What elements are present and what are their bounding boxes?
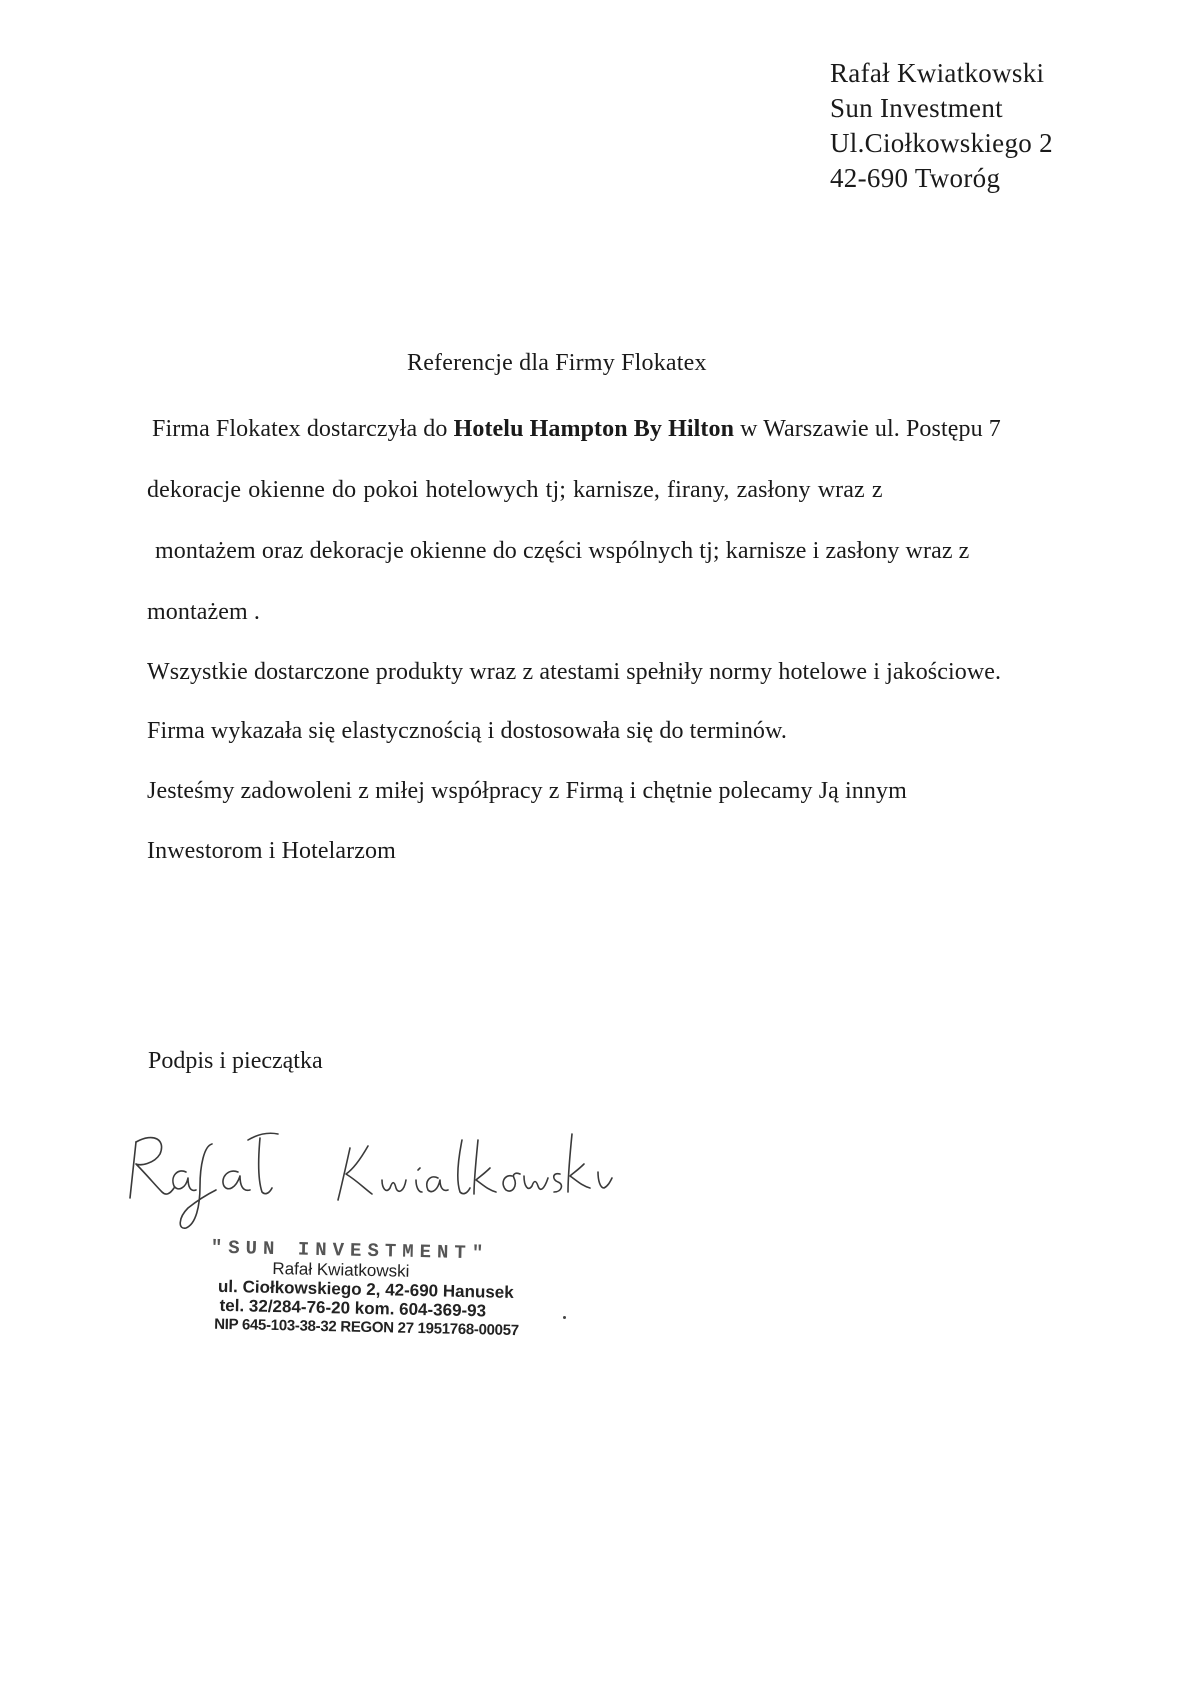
scan-speck — [563, 1316, 566, 1319]
body-line-1-start: Firma Flokatex dostarczyła do — [152, 416, 454, 442]
stamp-company: "SUN INVESTMENT" — [210, 1236, 490, 1265]
sender-block — [830, 56, 1053, 196]
body-line-2: dekoracje okienne do pokoi hotelowych tj; karnisze, firany, zasłony wraz z — [147, 477, 883, 503]
body-line-5: Wszystkie dostarczone produkty wraz z atestami spełniły normy hotelowe i jakościowe. — [147, 659, 1002, 685]
body-line-6: Firma wykazała się elastycznością i dostosowała się do terminów. — [147, 718, 787, 744]
letter-title: Referencje dla Firmy Flokatex — [407, 350, 707, 376]
company-stamp — [209, 1236, 531, 1341]
body-line-7: Jesteśmy zadowoleni z miłej współpracy z Firmą i chętnie polecamy Ją innym — [147, 778, 907, 804]
body-line-3: montażem oraz dekoracje okienne do części wspólnych tj; karnisze i zasłony wraz z — [155, 538, 970, 564]
signature-label: Podpis i pieczątka — [148, 1048, 323, 1074]
body-line-4: montażem . — [147, 599, 260, 625]
handwritten-signature — [120, 1110, 620, 1240]
sender-name: Rafał Kwiatkowski — [830, 58, 1045, 88]
hotel-name: Hotelu Hampton By Hilton — [453, 416, 735, 442]
body-line-1-end: w Warszawie ul. Postępu 7 — [734, 416, 1001, 442]
body-line-1 — [152, 416, 1001, 443]
stamp-name: Rafał Kwiatkowski — [272, 1258, 410, 1281]
sender-city: 42-690 Tworóg — [830, 163, 1001, 193]
sender-company: Sun Investment — [830, 93, 1003, 123]
sender-street: Ul.Ciołkowskiego 2 — [830, 128, 1053, 158]
stamp-address: ul. Ciołkowskiego 2, 42-690 Hanusek — [217, 1276, 514, 1303]
stamp-phone: tel. 32/284-76-20 kom. 604-369-93 — [219, 1295, 487, 1321]
stamp-nip-regon: NIP 645-103-38-32 REGON 27 1951768-00057 — [214, 1315, 519, 1340]
body-line-8: Inwestorom i Hotelarzom — [147, 838, 396, 864]
